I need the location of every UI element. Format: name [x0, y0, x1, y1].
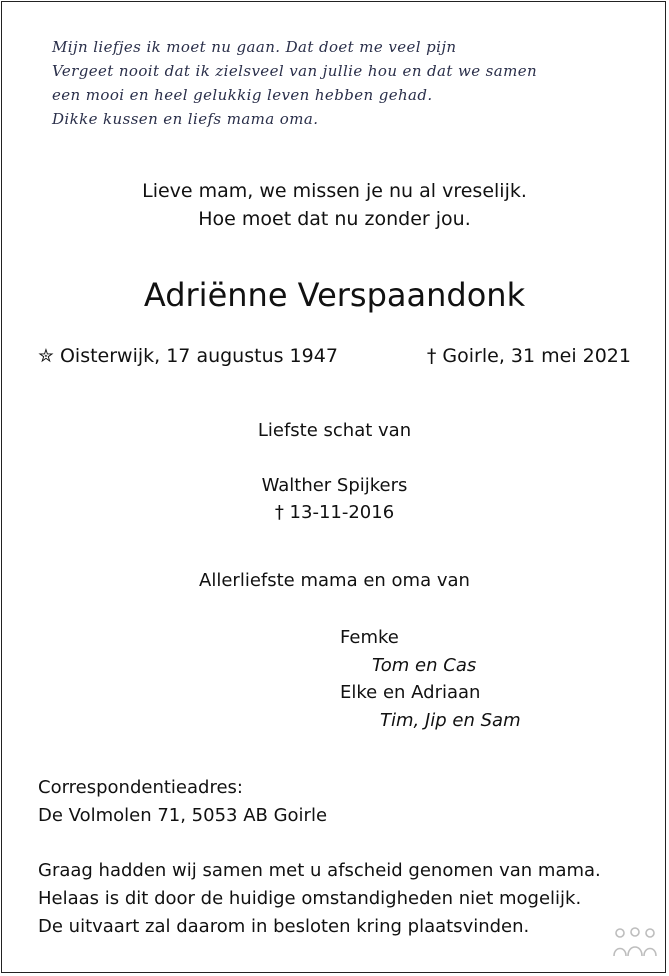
notice-line-2: Helaas is dit door de huidige omstandigheden niet mogelijk. [38, 888, 582, 909]
notice-line-1: Graag hadden wij samen met u afscheid genomen van mama. [38, 860, 601, 881]
birth-info: ✮ Oisterwijk, 17 augustus 1947 [38, 345, 338, 367]
handwritten-line: een mooi en heel gelukkig leven hebben gehad. [52, 86, 433, 104]
correspondence-label: Correspondentieadres: [38, 777, 243, 798]
death-info: † Goirle, 31 mei 2021 [426, 345, 631, 367]
intro-line-2: Hoe moet dat nu zonder jou. [198, 208, 471, 230]
correspondence-address: De Volmolen 71, 5053 AB Goirle [38, 805, 328, 826]
people-group-icon [612, 926, 658, 960]
handwritten-line: Mijn liefjes ik moet nu gaan. Dat doet me veel pijn [52, 38, 457, 56]
handwritten-line: Vergeet nooit dat ik zielsveel van jullie hou en dat we samen [52, 62, 538, 80]
partner-death: † 13-11-2016 [274, 502, 395, 523]
child-name: Elke en Adriaan [340, 682, 481, 703]
partner-name: Walther Spijkers [261, 475, 408, 496]
grandchildren-names: Tim, Jip en Sam [380, 710, 521, 731]
handwritten-line: Dikke kussen en liefs mama oma. [52, 110, 319, 128]
deceased-name: Adriënne Verspaandonk [143, 276, 526, 314]
intro-line-1: Lieve mam, we missen je nu al vreselijk. [142, 180, 527, 202]
partner-intro: Liefste schat van [257, 420, 412, 441]
notice-line-3: De uitvaart zal daarom in besloten kring plaatsvinden. [38, 916, 530, 937]
grandchildren-names: Tom en Cas [372, 655, 477, 676]
child-name: Femke [340, 627, 399, 648]
family-intro: Allerliefste mama en oma van [199, 570, 470, 591]
